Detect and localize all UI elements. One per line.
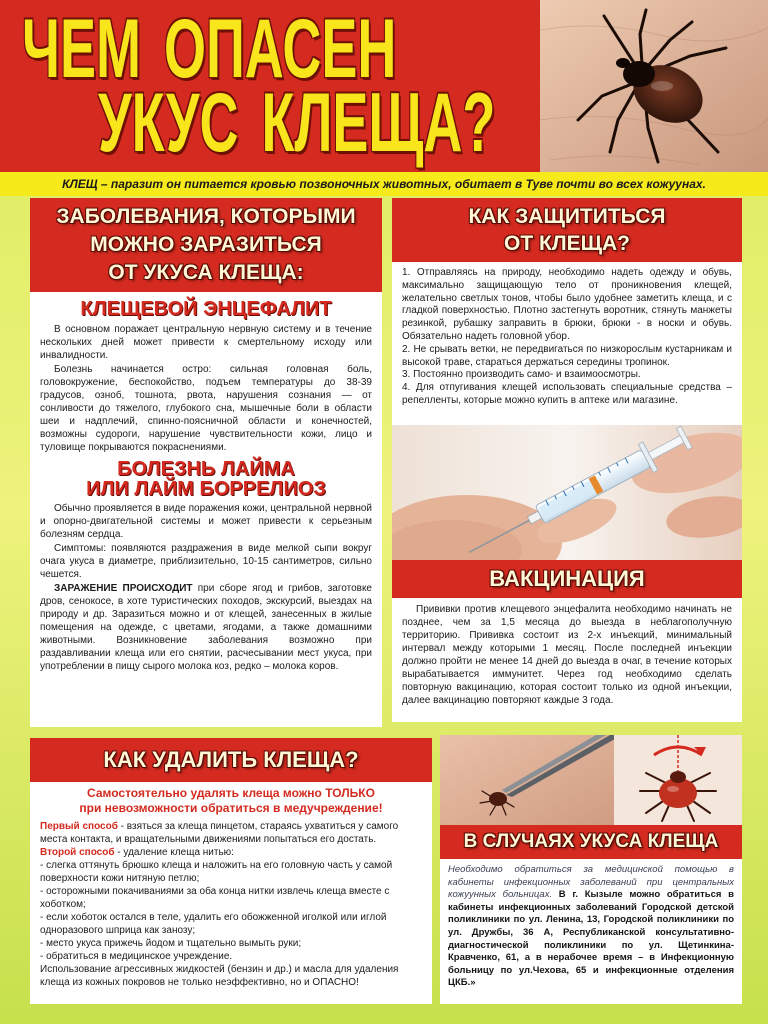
removal-heading: КАК УДАЛИТЬ КЛЕЩА?: [30, 738, 432, 782]
infection-text: при сборе ягод и грибов, заготовке дров, сенокосе, в хоте туристических походов, экскурсий, выездах на природу и др. Заразиться можно и от клещей, занесенных в жилые помещения на одежде, с цветами, ягодами, а также домашними животными. Возникновение заболевания возможно при раздавливании клеща или его снятии, расчесывании мест укуса, при употреблении в пищу сырого молока коз, редко – молока коров.: [40, 583, 372, 672]
method-2-text: - удаление клеща нитью:: [114, 847, 234, 858]
main-title-line-1: ЧЕМ ОПАСЕН: [22, 2, 397, 96]
removal-panel: [30, 782, 432, 1004]
bite-kyzyl-text: В г. Кызыле можно обратиться в кабинеты инфекционных заболеваний Городской детской поликлиники по ул. Ленина, 13, Городской поликлиники по ул. Дружбы, 36 А, Республиканской консультативно-диагностической поликлиники по ул. Щетинкина-Кравченко, 61, а в нерабочее время – в Инфекционную больницу по ул.Чехова, 65 и инфекционные отделения ЦКБ.»: [448, 889, 734, 989]
protection-heading: [392, 198, 742, 262]
removal-warning-line: Самостоятельно удалять клеща можно ТОЛЬКО: [87, 786, 375, 800]
method-2: [40, 846, 422, 859]
removal-warning: [40, 786, 422, 816]
diseases-heading: [30, 198, 382, 292]
syringe-icon: [392, 425, 742, 560]
diseases-heading-line: МОЖНО ЗАРАЗИТЬСЯ: [90, 233, 322, 256]
bite-panel: [440, 859, 742, 1004]
removal-step: - место укуса прижечь йодом и тщательно вымыть руки;: [40, 938, 302, 949]
removal-step: - если хоботок остался в теле, удалить его обожженной иголкой или иглой одноразового шприца как занозу;: [40, 912, 387, 936]
infection-paragraph: [40, 582, 372, 673]
protection-item: 4. Для отпугивания клещей использовать специальные средства – репелленты, которые можно купить в аптеке или магазине.: [402, 382, 732, 406]
intro-text: КЛЕЩ – паразит он питается кровью позвоночных животных, обитает в Туве почти во всех кожуунах.: [0, 172, 768, 196]
tweezers-icon: [440, 735, 742, 825]
tick-on-skin-photo: [540, 0, 768, 172]
tick-icon: [540, 0, 768, 172]
tweezers-removing-tick-photo: [440, 735, 742, 825]
lyme-paragraph: Обычно проявляется в виде поражения кожи, центральной нервной и опорно-двигательной системы и может привести к серьезным болезням сердца.: [40, 503, 372, 540]
encephalitis-paragraph: Болезнь начинается остро: сильная головная боль, головокружение, беспокойство, подъем температуры до 38-39 градусов, озноб, тошнота, рвота, нарушения сознания — от сонливости до тяжелого, глубокого сна, мышечные боли в области шеи и надплечий, спинно-поясничной области и конечностей, возможны судороги, нарушение чувствительности кожи, лицо и туловище покрываются покраснениями.: [40, 364, 372, 453]
removal-warning-line: при невозможности обратиться в медучреждение!: [79, 801, 383, 815]
diseases-panel: [30, 292, 382, 727]
main-title-line-2: УКУС КЛЕЩА?: [98, 76, 496, 170]
vaccination-text: Прививки против клещевого энцефалита необходимо начинать не позднее, чем за 1,5 месяца до выезда в неблагополучную территорию. Прививка состоит из 2-х инъекций, минимальный интервал между которыми 1 месяц. После последней инъекции должно пройти не менее 14 дней до выезда в очаг, в течение которых вырабатывается иммунитет. Через год необходимо сделать повторную вакцинацию, которая состоит только из одной инъекции, далее вакцинацию повторяют каждые 3 года.: [402, 604, 732, 706]
removal-step: - осторожными покачиваниями за оба конца нитки извлечь клеща вместе с хоботком;: [40, 886, 390, 910]
protection-item: 3. Постоянно производить само- и взаимоосмотры.: [402, 369, 641, 381]
removal-step: - обратиться в медицинское учреждение.: [40, 951, 233, 962]
lyme-title-line: ИЛИ ЛАЙМ БОРРЕЛИОЗ: [86, 478, 326, 500]
encephalitis-title: КЛЕЩЕВОЙ ЭНЦЕФАЛИТ: [80, 298, 332, 320]
method-2-label: Второй способ: [40, 847, 115, 858]
protection-heading-line: ОТ КЛЕЩА?: [504, 232, 630, 255]
protection-heading-line: КАК ЗАЩИТИТЬСЯ: [468, 205, 666, 228]
bite-heading: В СЛУЧАЯХ УКУСА КЛЕЩА: [440, 825, 742, 859]
vaccination-heading: ВАКЦИНАЦИЯ: [392, 560, 742, 598]
method-1: [40, 820, 422, 846]
infection-lead: ЗАРАЖЕНИЕ ПРОИСХОДИТ: [54, 583, 193, 594]
removal-step: - слегка оттянуть брюшко клеща и наложить на его головную часть у самой поверхности кожи нитяную петлю;: [40, 860, 393, 884]
encephalitis-paragraph: В основном поражает центральную нервную систему и в течение нескольких дней может привести к смертельному исходу или инвалидности.: [40, 324, 372, 361]
syringe-photo: [392, 425, 742, 560]
removal-caution: Использование агрессивных жидкостей (бензин и др.) и масла для удаления клеща из кожных покровов не только неэффективно, но и ОПАСНО!: [40, 964, 399, 988]
diseases-heading-line: ЗАБОЛЕВАНИЯ, КОТОРЫМИ: [56, 205, 356, 228]
lyme-title: [40, 459, 372, 499]
method-1-label: Первый способ: [40, 821, 118, 832]
method-1-text: - взяться за клеща пинцетом, стараясь ухватиться у самого места контакта, и вращательными движениями попытаться его достать.: [40, 821, 399, 845]
protection-panel: [392, 262, 742, 425]
protection-item: 2. Не срывать ветки, не передвигаться по низкорослым кустарникам и высокой траве, стараться держаться середины тропинок.: [402, 343, 732, 368]
lyme-paragraph: Симптомы: появляются раздражения в виде мелкой сыпи вокруг очага укуса в диаметре, приблизительно, 10-15 сантиметров, сильно чешется.: [40, 543, 372, 580]
protection-item: 1. Отправляясь на природу, необходимо надеть одежду и обувь, максимально защищающую тело от проникновения клещей, желательно светлых тонов, чтобы было удобнее заметить клеща, и с гладкой поверхностью. Плотно застегнуть воротник, стянуть манжеты резинкой, рубашку заправить в брюки, брюки - в носки и обувь. Обязательно надеть головной убор.: [402, 267, 732, 342]
lyme-title-line: БОЛЕЗНЬ ЛАЙМА: [117, 458, 295, 480]
bite-general-text: Необходимо обратиться за медицинской помощью в кабинеты инфекционных заболеваний при центральных кожуунных больницах.: [448, 864, 734, 901]
vaccination-panel: [392, 598, 742, 722]
diseases-heading-line: ОТ УКУСА КЛЕЩА:: [108, 261, 304, 284]
